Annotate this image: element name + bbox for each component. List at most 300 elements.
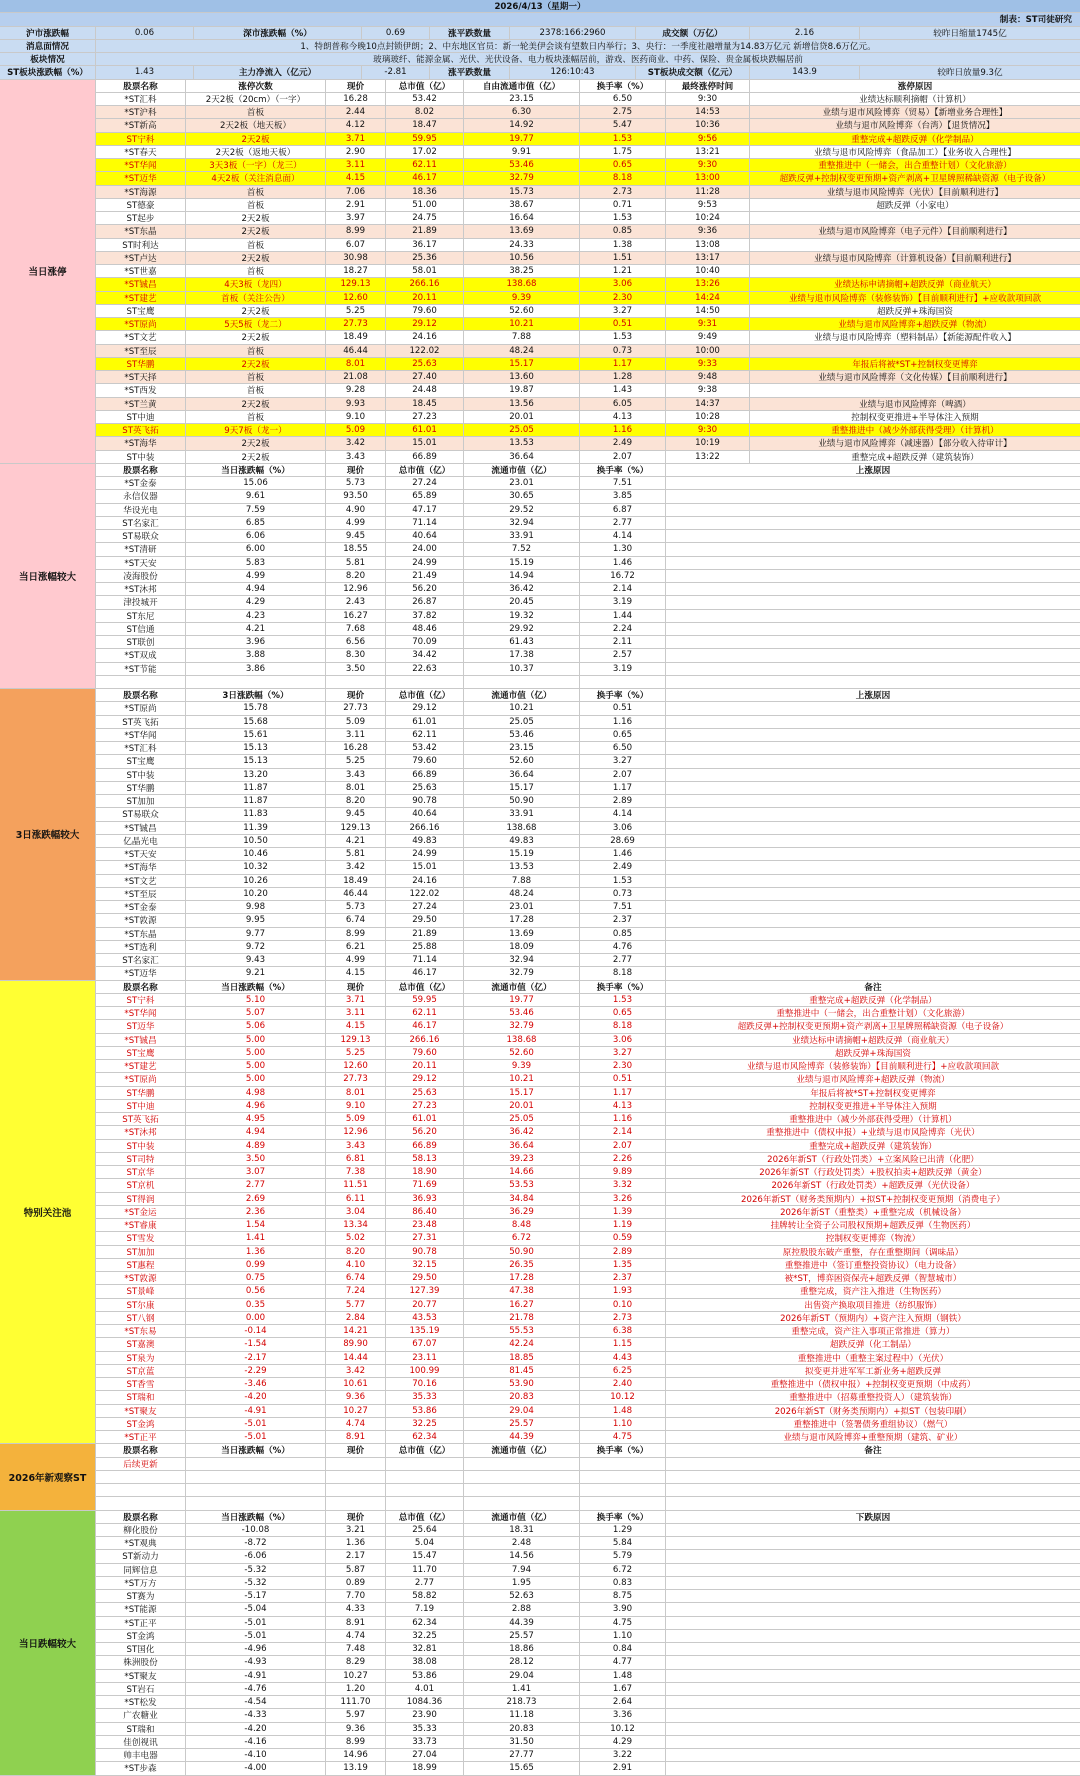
table-cell: 49.83 (464, 835, 580, 847)
table-cell: 61.01 (386, 1113, 464, 1125)
table-cell: 9天7板（龙一） (186, 424, 326, 436)
table-row (96, 172, 1080, 185)
empty-cell (666, 1497, 1080, 1509)
table-cell: 0.83 (580, 1577, 666, 1589)
table-cell: 0.84 (580, 1643, 666, 1655)
table-cell: 10:28 (666, 411, 750, 423)
table-cell: 4.74 (326, 1418, 386, 1430)
table-cell: 重整完成+超跌反弹（化学制品） (851, 134, 979, 145)
table-row (96, 424, 1080, 437)
table-cell: 5.09 (326, 716, 386, 728)
table-cell: 23.48 (386, 1219, 464, 1231)
table-cell: 25.63 (386, 358, 464, 370)
table-cell: 27.31 (386, 1232, 464, 1244)
table-cell: 重整推进中（一储会，出合重整计划）（文化旅游） (776, 1009, 970, 1020)
table-cell: 13:00 (666, 172, 750, 184)
table-cell: 89.90 (326, 1338, 386, 1350)
empty-cell (326, 1458, 386, 1470)
table-row (96, 636, 1080, 649)
table-cell: 58.82 (386, 1590, 464, 1602)
table-cell: 2.89 (580, 795, 666, 807)
table-cell: 79.60 (386, 755, 464, 767)
table-cell: 14.94 (464, 570, 580, 582)
table-cell: 业绩与退市风险博弈（贸易）【新增业务合理性】 (822, 108, 1008, 119)
column-header: 流通市值（亿） (464, 981, 580, 993)
table-cell: 7.70 (326, 1590, 386, 1602)
stock-name: *ST万方 (96, 1577, 186, 1589)
stock-name: *ST铖昌 (96, 278, 186, 290)
table-cell: 62.11 (386, 159, 464, 171)
table-cell: 0.10 (580, 1299, 666, 1311)
table-cell: 1084.36 (386, 1696, 464, 1708)
table-cell: 37.82 (386, 610, 464, 622)
stock-name: *ST海华 (96, 437, 186, 449)
table-cell: 10.12 (580, 1723, 666, 1735)
table-row (96, 1736, 1080, 1749)
table-cell: -4.00 (186, 1762, 326, 1774)
table-cell: 首板（关注公告） (186, 292, 326, 304)
table-cell: 1.35 (580, 1259, 666, 1271)
table-cell: 13:22 (666, 451, 750, 463)
stock-name: *ST新高 (96, 119, 186, 131)
stock-name: *ST汇科 (96, 742, 186, 754)
table-cell: 9:49 (666, 331, 750, 343)
table-cell: 6.50 (580, 93, 666, 105)
table-row (96, 278, 1080, 291)
stock-name: 亿晶光电 (96, 835, 186, 847)
table-cell: 25.05 (464, 424, 580, 436)
table-cell: 5.73 (326, 901, 386, 913)
table-cell: 9.91 (464, 146, 580, 158)
table-row (96, 835, 1080, 848)
table-row (96, 1670, 1080, 1683)
table-cell (666, 861, 1080, 873)
table-cell (666, 1564, 1080, 1576)
table-cell (666, 716, 1080, 728)
table-cell: -4.91 (186, 1670, 326, 1682)
table-cell: 90.78 (386, 1246, 464, 1258)
table-cell: 10.50 (186, 835, 326, 847)
stock-name: *ST海源 (96, 186, 186, 198)
table-cell: 2.14 (580, 1126, 666, 1138)
table-cell: 重整完成，资产注入推进（生物医药） (799, 1287, 947, 1298)
empty-cell (96, 1471, 186, 1483)
table-cell: 5.25 (326, 305, 386, 317)
stock-name: ST加加 (96, 1246, 186, 1258)
stock-name: *ST文艺 (96, 875, 186, 887)
table-cell: 14:53 (666, 106, 750, 118)
table-cell (666, 1723, 1080, 1735)
column-header: 3日涨跌幅（%） (186, 689, 326, 701)
table-cell: 24.00 (386, 543, 464, 555)
table-cell: 9.93 (326, 398, 386, 410)
stock-name: ST宝鹰 (96, 755, 186, 767)
table-cell: 1.53 (580, 994, 666, 1006)
table-row (96, 1365, 1080, 1378)
table-cell: 9.28 (326, 384, 386, 396)
table-row (96, 1418, 1080, 1431)
st-change-label: ST板块涨跌幅（%） (0, 66, 96, 78)
table-cell: 100.99 (386, 1365, 464, 1377)
table-cell: 13:21 (666, 146, 750, 158)
table-cell: 16.27 (464, 1299, 580, 1311)
stock-name: *ST天安 (96, 848, 186, 860)
table-cell: 9.10 (326, 411, 386, 423)
table-cell: 18.27 (326, 265, 386, 277)
table-cell: 14.56 (464, 1550, 580, 1562)
column-header: 股票名称 (96, 689, 186, 701)
table-cell: 2.57 (580, 649, 666, 661)
table-cell: 1.75 (580, 146, 666, 158)
table-cell (666, 888, 1080, 900)
table-cell: 25.36 (386, 252, 464, 264)
st-ratio-value: 126:10:43 (510, 66, 636, 78)
table-cell: 2026年新ST（行政处罚类）+立案风险已出清（化肥） (767, 1154, 979, 1165)
column-header: 现价 (326, 981, 386, 993)
table-cell (666, 1577, 1080, 1589)
column-header: 股票名称 (96, 80, 186, 92)
empty-cell (386, 1484, 464, 1496)
table-cell: 业绩与退市风险博弈（电子元件）【目前顺利进行】 (818, 227, 1012, 238)
table-cell: 1.30 (580, 543, 666, 555)
table-cell: 3.43 (326, 1140, 386, 1152)
table-cell: 重整推进中（一储会，出合重整计划）（文化旅游） (818, 161, 1012, 172)
table-cell: 33.73 (386, 1736, 464, 1748)
table-cell: 1.93 (580, 1285, 666, 1297)
table-cell: 10.26 (186, 875, 326, 887)
empty-cell (326, 676, 386, 688)
table-row (96, 822, 1080, 835)
updown-label: 涨平跌数量 (430, 27, 510, 39)
stock-name: ST英飞拓 (96, 424, 186, 436)
table-cell: 5.81 (326, 848, 386, 860)
table-cell: 2.30 (580, 1060, 666, 1072)
table-cell: 15.17 (464, 358, 580, 370)
table-cell: 36.42 (464, 1126, 580, 1138)
stock-name: 柳化股份 (96, 1524, 186, 1536)
table-cell: 13.60 (464, 371, 580, 383)
table-cell: 年报后将被*ST+控制权变更博弈 (810, 1088, 936, 1099)
table-cell: 29.92 (464, 623, 580, 635)
table-cell: 2.64 (580, 1696, 666, 1708)
table-cell: 3.97 (326, 212, 386, 224)
table-row (96, 1564, 1080, 1577)
table-cell: 6.05 (580, 398, 666, 410)
table-cell: 6.72 (464, 1232, 580, 1244)
stock-name: ST名家汇 (96, 517, 186, 529)
table-row (96, 557, 1080, 570)
table-cell: 52.63 (464, 1590, 580, 1602)
table-cell: 0.59 (580, 1232, 666, 1244)
table-cell: 1.43 (580, 384, 666, 396)
table-cell: 6.87 (580, 504, 666, 516)
stock-name: *ST松发 (96, 1696, 186, 1708)
table-cell: -8.72 (186, 1537, 326, 1549)
table-cell: 3.43 (326, 451, 386, 463)
table-cell: 4.89 (186, 1140, 326, 1152)
column-header: 换手率（%） (580, 981, 666, 993)
table-cell: 业绩达标申请摘帽+超跌反弹（商业航天） (792, 1035, 954, 1046)
table-cell: 1.53 (580, 875, 666, 887)
table-cell: 5.97 (326, 1709, 386, 1721)
section-label-limitup: 当日涨停 (0, 80, 96, 464)
table-cell: 9.39 (464, 1060, 580, 1072)
table-cell: 8.01 (326, 1087, 386, 1099)
table-cell: 1.48 (580, 1670, 666, 1682)
table-row (96, 1034, 1080, 1047)
stock-name: ST新动力 (96, 1550, 186, 1562)
table-row (96, 1617, 1080, 1630)
table-cell: 首板 (186, 411, 326, 423)
table-cell: 25.57 (464, 1630, 580, 1642)
table-cell: 8.20 (326, 795, 386, 807)
table-cell (666, 1630, 1080, 1642)
table-cell (666, 490, 1080, 502)
table-row (96, 1524, 1080, 1537)
table-cell: 23.01 (464, 477, 580, 489)
table-cell: 4天2板（关注消息面） (186, 172, 326, 184)
column-header: 自由流通市值（亿） (464, 80, 580, 92)
table-cell: 4.21 (186, 623, 326, 635)
table-cell: 年报后将被*ST+控制权变更博弈 (852, 359, 978, 370)
table-cell: 8.20 (326, 570, 386, 582)
stock-name: ST惠程 (96, 1259, 186, 1271)
table-cell: 43.53 (386, 1312, 464, 1324)
table-cell: 46.44 (326, 345, 386, 357)
stock-name: *ST能源 (96, 1603, 186, 1615)
table-cell: -4.96 (186, 1643, 326, 1655)
empty-cell (580, 1497, 666, 1509)
table-cell: 266.16 (386, 278, 464, 290)
table-cell: 1.53 (580, 331, 666, 343)
stock-name: ST中迪 (96, 411, 186, 423)
table-cell: 18.99 (386, 1762, 464, 1774)
table-cell: 6.30 (464, 106, 580, 118)
table-cell (666, 1643, 1080, 1655)
table-row (96, 702, 1080, 715)
table-cell: 2026年新ST（财务类预期内）+拟ST（包装印刷） (774, 1406, 972, 1417)
table-cell: 3.71 (326, 133, 386, 145)
table-row (96, 1550, 1080, 1563)
stock-name: *ST沪科 (96, 106, 186, 118)
table-cell (666, 557, 1080, 569)
table-cell: 13.34 (326, 1219, 386, 1231)
table-cell (666, 1603, 1080, 1615)
table-cell: 1.15 (580, 1338, 666, 1350)
table-cell: 0.89 (326, 1577, 386, 1589)
empty-row (96, 676, 1080, 689)
table-cell (666, 543, 1080, 555)
table-cell: 53.46 (464, 159, 580, 171)
table-cell: 23.01 (464, 901, 580, 913)
table-cell: 17.38 (464, 649, 580, 661)
table-cell: 2天2板 (186, 212, 326, 224)
table-cell: 10:36 (666, 119, 750, 131)
table-cell (666, 610, 1080, 622)
table-cell: 266.16 (386, 1034, 464, 1046)
table-cell: -5.01 (186, 1617, 326, 1629)
table-cell: 7.88 (464, 875, 580, 887)
table-cell: 控制权变更推进+半导体注入预期 (809, 1101, 937, 1112)
table-cell: 10.32 (186, 861, 326, 873)
table-cell: 4.13 (580, 1100, 666, 1112)
stock-name: *ST敦源 (96, 914, 186, 926)
table-cell (666, 1749, 1080, 1761)
table-row (96, 1312, 1080, 1325)
empty-cell (326, 1484, 386, 1496)
empty-cell (464, 1497, 580, 1509)
table-cell: 266.16 (386, 822, 464, 834)
table-cell: 2026年新ST（财务类预期内）+拟ST+控制权变更预期（消费电子） (741, 1194, 1005, 1205)
table-cell: 33.91 (464, 808, 580, 820)
table-cell: 18.86 (464, 1643, 580, 1655)
table-cell: 17.28 (464, 1272, 580, 1284)
table-cell: 5.09 (326, 1113, 386, 1125)
table-row (96, 411, 1080, 424)
table-cell: 27.24 (386, 901, 464, 913)
table-cell: 27.73 (326, 1073, 386, 1085)
table-cell: 61.43 (464, 636, 580, 648)
table-cell: 27.23 (386, 411, 464, 423)
table-cell: 8.20 (326, 1246, 386, 1258)
table-cell: 6.85 (186, 517, 326, 529)
table-cell: 4.95 (186, 1113, 326, 1125)
table-cell: 62.34 (386, 1431, 464, 1443)
table-cell: 32.94 (464, 954, 580, 966)
table-cell: 10.20 (186, 888, 326, 900)
table-cell: 17.28 (464, 914, 580, 926)
table-cell: 9.77 (186, 928, 326, 940)
table-cell: 9:38 (666, 384, 750, 396)
table-topgain (96, 464, 1080, 689)
stock-name: ST华鹏 (96, 782, 186, 794)
table-cell: 0.85 (580, 928, 666, 940)
table-row (96, 755, 1080, 768)
table-cell: 86.40 (386, 1206, 464, 1218)
table-cell: 7.68 (326, 623, 386, 635)
stock-name: *ST步森 (96, 1762, 186, 1774)
table-cell: 24.16 (386, 875, 464, 887)
table-cell: 10:19 (666, 437, 750, 449)
section-limitup (0, 80, 1080, 464)
table-cell: 129.13 (326, 278, 386, 290)
table-cell: 2.43 (326, 596, 386, 608)
section-label-toploss: 当日跌幅较大 (0, 1511, 96, 1776)
stock-name: ST国化 (96, 1643, 186, 1655)
stock-name: ST加加 (96, 795, 186, 807)
table-cell: -5.04 (186, 1603, 326, 1615)
table-row (96, 199, 1080, 212)
table-row (96, 808, 1080, 821)
table-cell: 21.89 (386, 225, 464, 237)
table-cell: 15.61 (186, 729, 326, 741)
sh-change-value: 0.06 (96, 27, 194, 39)
table-cell: 拟变更并进军军工新业务+超跌反弹 (804, 1366, 942, 1377)
table-cell: 业绩与退市风险博弈（啤酒） (859, 399, 971, 410)
stock-name: *ST世嘉 (96, 265, 186, 277)
table-row (96, 875, 1080, 888)
table-row (96, 331, 1080, 344)
column-header: 当日涨跌幅（%） (186, 1511, 326, 1523)
table-cell: 8.99 (326, 225, 386, 237)
table-cell: 9:31 (666, 318, 750, 330)
stock-name: ST八钢 (96, 1312, 186, 1324)
table-cell: 29.52 (464, 504, 580, 516)
table-cell: 32.79 (464, 172, 580, 184)
table-cell: 20.01 (464, 1100, 580, 1112)
table-cell (666, 636, 1080, 648)
table-cell: 首板 (186, 199, 326, 211)
table-cell: 9.36 (326, 1391, 386, 1403)
table-row (96, 1378, 1080, 1391)
empty-cell (666, 1484, 1080, 1496)
table-cell: 20.01 (464, 411, 580, 423)
table-cell: 53.53 (464, 1179, 580, 1191)
table-cell: 21.78 (464, 1312, 580, 1324)
table-cell: 5.25 (326, 755, 386, 767)
table-cell: 26.35 (464, 1259, 580, 1271)
table-cell: 11.83 (186, 808, 326, 820)
table-cell: -5.01 (186, 1431, 326, 1443)
empty-cell (580, 1484, 666, 1496)
table-row (96, 106, 1080, 119)
table-header-row (96, 981, 1080, 994)
table-cell: 25.57 (464, 1418, 580, 1430)
table-cell: 4.01 (386, 1683, 464, 1695)
table-row (96, 1087, 1080, 1100)
table-cell: 13.53 (464, 437, 580, 449)
table-row (96, 1391, 1080, 1404)
column-header: 现价 (326, 80, 386, 92)
table-row (96, 1219, 1080, 1232)
table-cell: 18.90 (386, 1166, 464, 1178)
stock-name: ST时利达 (96, 239, 186, 251)
table-cell: 2.17 (326, 1550, 386, 1562)
table-cell: 8.99 (326, 1736, 386, 1748)
table-row (96, 888, 1080, 901)
table-cell: 14:37 (666, 398, 750, 410)
table-cell: 47.17 (386, 504, 464, 516)
table-cell: 3天3板（一字）（龙三） (186, 159, 326, 171)
stock-name: ST香雪 (96, 1378, 186, 1390)
table-cell: 56.20 (386, 1126, 464, 1138)
table-cell: 3.85 (580, 490, 666, 502)
table-cell (666, 835, 1080, 847)
table-row (96, 994, 1080, 1007)
table-cell: 15.19 (464, 848, 580, 860)
table-cell: -1.54 (186, 1338, 326, 1350)
table-cell: 控制权变更推进+半导体注入预期 (851, 412, 979, 423)
stock-name: *ST迈华 (96, 172, 186, 184)
table-row (96, 1259, 1080, 1272)
table-cell: 10.21 (464, 318, 580, 330)
table-cell: 8.18 (580, 967, 666, 979)
table-cell: 2.30 (580, 292, 666, 304)
table-cell: 13.20 (186, 769, 326, 781)
table-row (96, 596, 1080, 609)
table-cell: 58.13 (386, 1153, 464, 1165)
table-cell: 127.39 (386, 1285, 464, 1297)
table-cell: 2.44 (326, 106, 386, 118)
table-cell: 4.90 (326, 504, 386, 516)
stock-name: *ST迈华 (96, 967, 186, 979)
table-cell: 62.11 (386, 1007, 464, 1019)
table-cell: -10.08 (186, 1524, 326, 1536)
empty-cell (186, 676, 326, 688)
column-header: 上涨原因 (855, 465, 891, 476)
table-cell (666, 808, 1080, 820)
table-cell: 15.13 (186, 742, 326, 754)
